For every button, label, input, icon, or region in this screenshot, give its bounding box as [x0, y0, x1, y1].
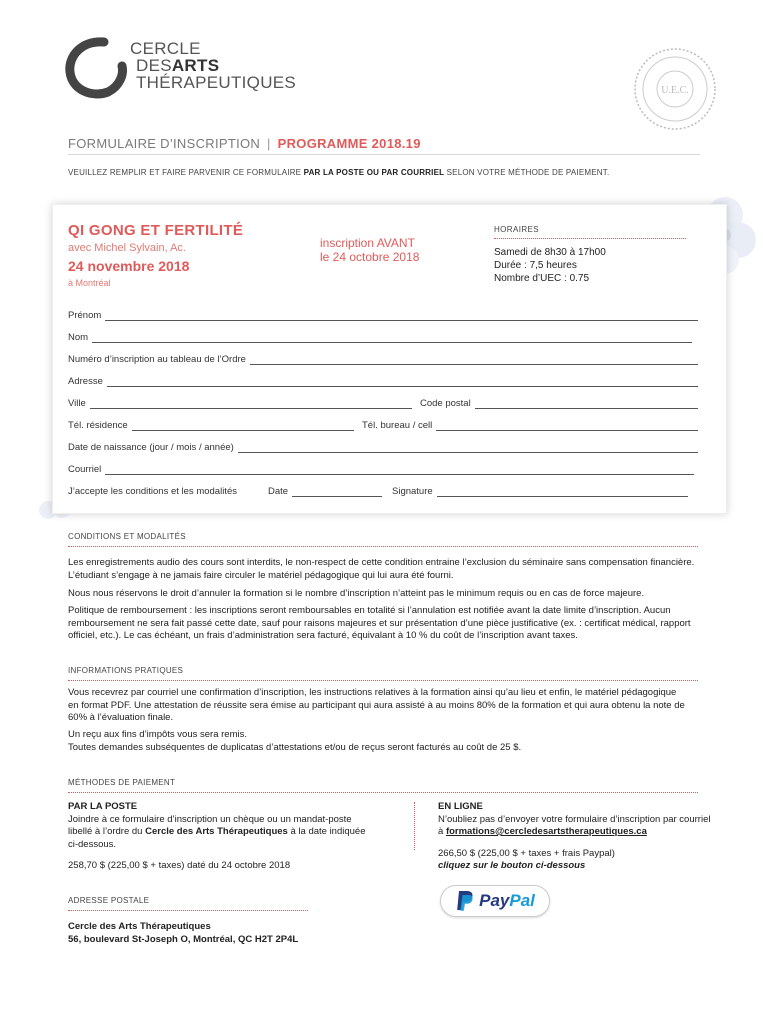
tel-residence-input[interactable]	[132, 422, 354, 431]
course-place: à Montréal	[68, 278, 111, 288]
conditions-label: CONDITIONS ET MODALITÉS	[68, 532, 186, 541]
info-label: INFORMATIONS PRATIQUES	[68, 666, 184, 675]
payment-column-divider	[414, 802, 416, 850]
course-teacher: avec Michel Sylvain, Ac.	[68, 242, 186, 254]
info-paragraph-3: Toutes demandes subséquentes de duplicatas d’attestations et/ou de reçus seront facturés au coût de 25 $.	[68, 742, 522, 753]
naissance-input[interactable]	[238, 444, 698, 453]
code-postal-input[interactable]	[475, 400, 698, 409]
info-divider	[68, 680, 698, 681]
date-field[interactable]: Date	[268, 486, 382, 497]
payment-post-text: Joindre à ce formulaire d’inscription un chèque ou un mandat-poste libellé à l’ordre du Cercle des Arts Thérapeutiques à la date indiquée ci-dessous.	[68, 813, 366, 850]
payment-online-title: EN LIGNE	[438, 801, 483, 812]
form-title: FORMULAIRE D’INSCRIPTION | PROGRAMME 2018.19	[68, 136, 421, 151]
svg-text:U.E.C.: U.E.C.	[661, 85, 689, 96]
conditions-paragraph-2: Nous nous réservons le droit d’annuler la formation si le nombre d’inscription n’atteint pas le minimum requis ou en cas de force majeure.	[68, 588, 645, 599]
numero-ordre-input[interactable]	[250, 356, 698, 365]
address-label: ADRESSE POSTALE	[68, 896, 150, 905]
ville-field[interactable]: Ville	[68, 398, 412, 409]
schedule-divider	[494, 238, 686, 239]
payment-label: MÉTHODES DE PAIEMENT	[68, 778, 176, 787]
postal-address: Cercle des Arts Thérapeutiques 56, boulevard St-Joseph O, Montréal, QC H2T 2P4L	[68, 921, 299, 945]
payment-online-text: N’oubliez pas d’envoyer votre formulaire d’inscription par courriel à formations@cercledesartstherapeutiques.ca	[438, 813, 711, 837]
logo-wordmark	[130, 40, 296, 91]
tel-bureau-field[interactable]: Tél. bureau / cell	[362, 420, 698, 431]
course-date: 24 novembre 2018	[68, 258, 190, 274]
code-postal-field[interactable]: Code postal	[420, 398, 698, 409]
prenom-field[interactable]: Prénom	[68, 310, 698, 321]
logo-enso-icon	[64, 36, 128, 100]
conditions-paragraph-3: Politique de remboursement : les inscriptions seront remboursables en totalité si l’annulation est notifiée avant la date limite d’inscription. Aucun remboursement ne sera fait passé cette date, sauf pour raisons majeures et sur présentation d’une pièce justificative (ex. : certificat médical, rapport officiel, etc.). Le cas échéant, un frais d’administration sera facturé, équivalant à 10 % du coût de l’inscription avant taxes.	[68, 605, 691, 641]
signature-input[interactable]	[437, 488, 688, 497]
conditions-paragraph-1: Les enregistrements audio des cours sont interdits, le non-respect de cette condition entraine l’exclusion du séminaire sans compensation financière. L’étudiant s’engage à ne jamais faire circuler le matériel pédagogique qui lui aura été fourni.	[68, 557, 695, 581]
payment-online-section	[438, 801, 718, 873]
courriel-field[interactable]: Courriel	[68, 464, 694, 475]
payment-post-section	[68, 801, 398, 873]
paypal-wordmark: PayPal	[479, 891, 535, 910]
form-instruction: VEUILLEZ REMPLIR ET FAIRE PARVENIR CE FORMULAIRE PAR LA POSTE OU PAR COURRIEL SELON VOTRE MÉTHODE DE PAIEMENT.	[68, 168, 610, 177]
payment-post-price: 258,70 $ (225,00 $ + taxes) daté du 24 octobre 2018	[68, 860, 291, 871]
header-divider	[68, 154, 700, 155]
payment-divider	[68, 792, 698, 793]
conditions-divider	[68, 546, 698, 547]
registration-deadline: inscription AVANT le 24 octobre 2018	[320, 236, 420, 264]
logo-line-3: THÉRAPEUTIQUES	[136, 73, 297, 92]
tel-bureau-input[interactable]	[436, 422, 698, 431]
nom-input[interactable]	[92, 334, 692, 343]
course-title: QI GONG ET FERTILITÉ	[68, 222, 244, 239]
logo-line-2: DESARTS	[136, 56, 220, 75]
paypal-button[interactable]	[440, 885, 550, 917]
courriel-input[interactable]	[105, 466, 694, 475]
address-divider	[68, 910, 308, 911]
accept-conditions-label: J’accepte les conditions et les modalités	[68, 486, 237, 497]
payment-post-title: PAR LA POSTE	[68, 801, 138, 812]
tel-residence-field[interactable]: Tél. résidence	[68, 420, 354, 431]
ville-input[interactable]	[90, 400, 412, 409]
signature-field[interactable]: Signature	[392, 486, 688, 497]
email-link[interactable]: formations@cercledesartstherapeutiques.ca	[445, 826, 647, 837]
schedule-label: HORAIRES	[494, 225, 539, 234]
logo-line-1: CERCLE	[130, 39, 201, 58]
date-input[interactable]	[292, 488, 382, 497]
payment-online-cta: cliquez sur le bouton ci-dessous	[438, 860, 586, 871]
nom-field[interactable]: Nom	[68, 332, 692, 343]
info-paragraph-2: Un reçu aux fins d’impôts vous sera remis.	[68, 729, 247, 740]
prenom-input[interactable]	[105, 312, 698, 321]
payment-online-price: 266,50 $ (225,00 $ + taxes + frais Paypal)	[438, 847, 615, 859]
adresse-input[interactable]	[107, 378, 698, 387]
schedule-details: Samedi de 8h30 à 17h00 Durée : 7,5 heures Nombre d’UEC : 0.75	[494, 247, 606, 284]
info-paragraph-1: Vous recevrez par courriel une confirmation d’inscription, les instructions relatives à la formation ainsi qu’au lieu et enfin, le matériel pédagogique en format PDF. Une attestation de réussite sera émise au participant qui aura assisté à au moins 80% de la formation et qui aura obtenu la note de 60% à l’évaluation finale.	[68, 687, 685, 723]
seal-stamp-icon	[632, 46, 718, 132]
adresse-field[interactable]: Adresse	[68, 376, 698, 387]
paypal-logo-icon	[455, 890, 475, 912]
naissance-field[interactable]: Date de naissance (jour / mois / année)	[68, 442, 698, 453]
numero-ordre-field[interactable]: Numéro d’inscription au tableau de l’Ordre	[68, 354, 698, 365]
